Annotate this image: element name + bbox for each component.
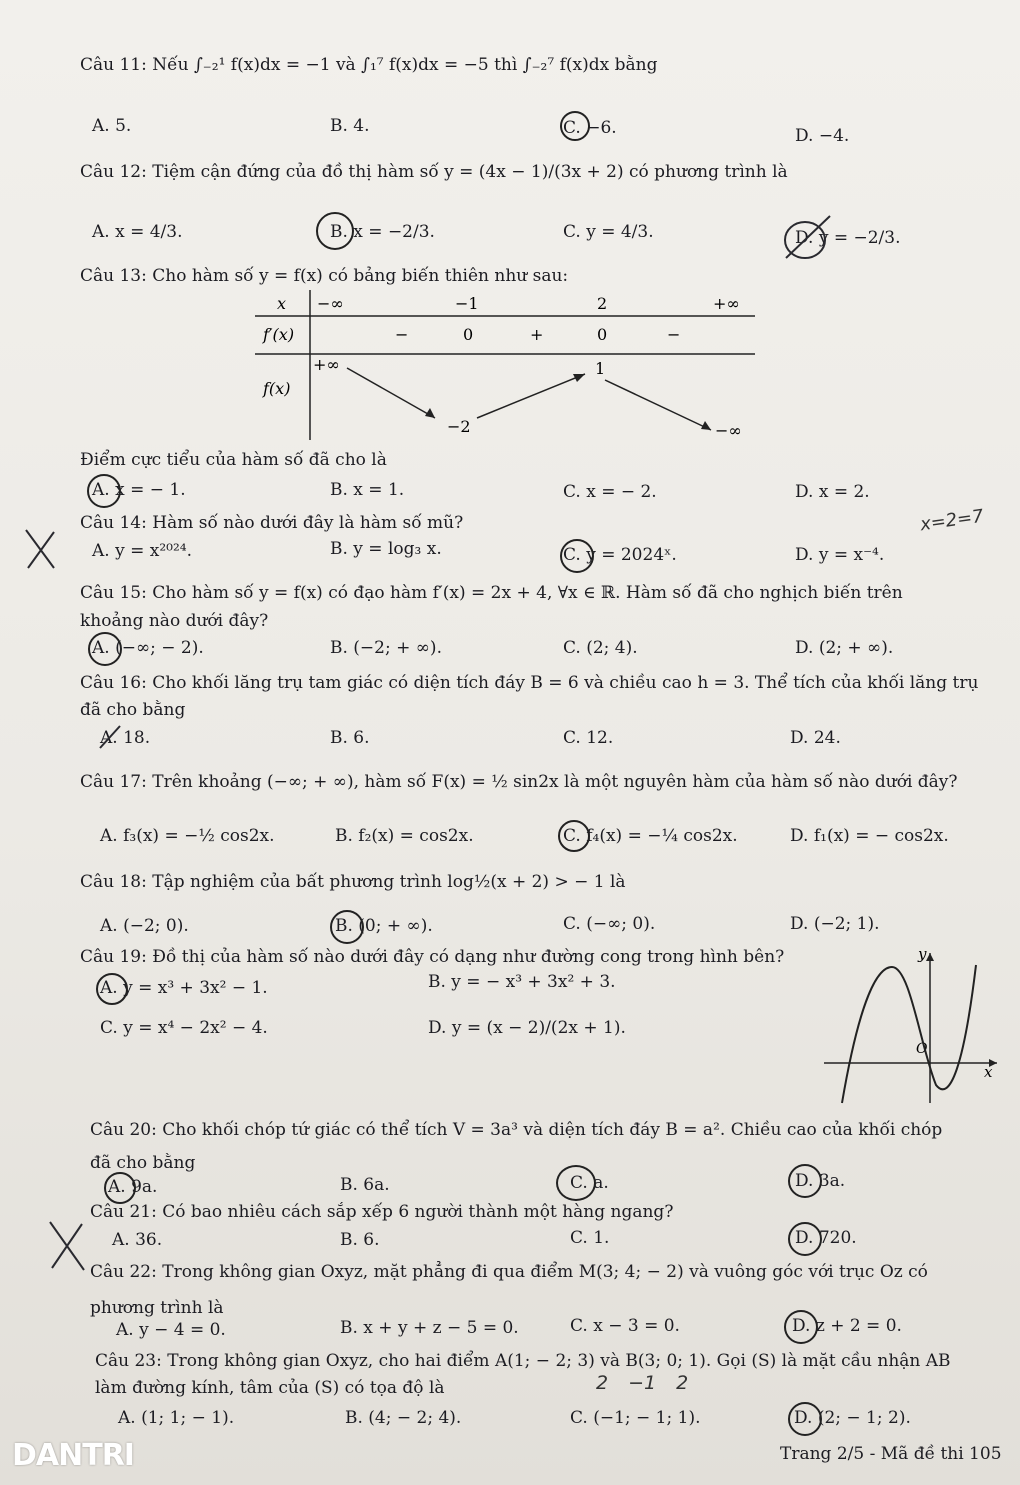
q18-option-b: B. (0; + ∞). bbox=[335, 916, 433, 936]
q14-option-d: D. y = x⁻⁴. bbox=[795, 545, 885, 565]
q19-option-a: A. y = x³ + 3x² − 1. bbox=[100, 978, 268, 998]
table-x-value: −1 bbox=[455, 294, 479, 313]
q12-option-b: B. x = −2/3. bbox=[330, 222, 435, 242]
watermark-logo: DANTRI bbox=[12, 1438, 134, 1473]
question-15-stem: Câu 15: Cho hàm số y = f(x) có đạo hàm f′(x) = 2x + 4, ∀x ∈ ℝ. Hàm số đã cho nghịch biến trên bbox=[80, 583, 903, 603]
q19-option-d: D. y = (x − 2)/(2x + 1). bbox=[428, 1018, 626, 1038]
q15-option-b: B. (−2; + ∞). bbox=[330, 638, 442, 658]
cross-x-mark bbox=[20, 524, 60, 574]
table-sign: − bbox=[667, 325, 681, 344]
table-f-value: 1 bbox=[595, 359, 606, 378]
question-11-stem: Câu 11: Nếu ∫₋₂¹ f(x)dx = −1 và ∫₁⁷ f(x)dx = −5 thì ∫₋₂⁷ f(x)dx bằng bbox=[80, 55, 658, 75]
q11-option-b: B. 4. bbox=[330, 116, 370, 136]
question-22-stem: Câu 22: Trong không gian Oxyz, mặt phẳng đi qua điểm M(3; 4; − 2) và vuông góc với trục Oz có bbox=[90, 1262, 928, 1282]
table-f-value: +∞ bbox=[313, 355, 340, 374]
question-21-stem: Câu 21: Có bao nhiêu cách sắp xếp 6 người thành một hàng ngang? bbox=[90, 1202, 674, 1222]
q21-option-a: A. 36. bbox=[112, 1230, 163, 1250]
q13-option-c: C. x = − 2. bbox=[563, 482, 657, 502]
answer-circle-mark bbox=[96, 973, 128, 1005]
answer-circle-mark bbox=[560, 111, 590, 141]
q11-option-d: D. −4. bbox=[795, 126, 850, 146]
question-22-stem-line2: phương trình là bbox=[90, 1298, 224, 1318]
q22-option-b: B. x + y + z − 5 = 0. bbox=[340, 1318, 519, 1338]
q15-option-d: D. (2; + ∞). bbox=[795, 638, 894, 658]
q18-option-c: C. (−∞; 0). bbox=[563, 914, 656, 934]
question-16-stem: Câu 16: Cho khối lăng trụ tam giác có diện tích đáy B = 6 và chiều cao h = 3. Thể tích của khối lăng trụ bbox=[80, 673, 979, 693]
q19-option-c: C. y = x⁴ − 2x² − 4. bbox=[100, 1018, 268, 1038]
q22-option-d: D. z + 2 = 0. bbox=[792, 1316, 902, 1336]
q16-option-a: A. 18. bbox=[100, 728, 151, 748]
question-20-stem-line2: đã cho bằng bbox=[90, 1153, 196, 1173]
question-19-stem: Câu 19: Đồ thị của hàm số nào dưới đây có dạng như đường cong trong hình bên? bbox=[80, 947, 785, 967]
answer-circle-mark bbox=[558, 820, 590, 852]
q20-option-a: A. 9a. bbox=[108, 1177, 158, 1197]
table-sign: 0 bbox=[597, 325, 608, 344]
q11-option-a: A. 5. bbox=[92, 116, 132, 136]
table-x-value: 2 bbox=[597, 294, 608, 313]
x-axis-label: x bbox=[984, 1063, 993, 1081]
question-23-stem: Câu 23: Trong không gian Oxyz, cho hai điểm A(1; − 2; 3) và B(3; 0; 1). Gọi (S) là mặt cầu nhận AB bbox=[95, 1351, 951, 1371]
question-20-stem: Câu 20: Cho khối chóp tứ giác có thể tích V = 3a³ và diện tích đáy B = a². Chiều cao của khối chóp bbox=[90, 1120, 943, 1140]
q23-option-a: A. (1; 1; − 1). bbox=[118, 1408, 235, 1428]
question-23-stem-line2: làm đường kính, tâm của (S) có tọa độ là bbox=[95, 1378, 445, 1398]
answer-circle-mark bbox=[784, 1310, 818, 1344]
question-17-stem: Câu 17: Trên khoảng (−∞; + ∞), hàm số F(x) = ½ sin2x là một nguyên hàm của hàm số nào dưới đây? bbox=[80, 772, 958, 792]
q19-graph bbox=[812, 945, 1002, 1105]
cross-x-mark bbox=[44, 1216, 90, 1276]
q13-option-b: B. x = 1. bbox=[330, 480, 405, 500]
answer-circle-mark bbox=[88, 632, 122, 666]
answer-circle-mark bbox=[316, 212, 354, 250]
table-x-label: x bbox=[277, 294, 287, 313]
question-18-stem: Câu 18: Tập nghiệm của bất phương trình log½(x + 2) > − 1 là bbox=[80, 872, 626, 892]
answer-circle-mark bbox=[788, 1402, 822, 1436]
handwritten-note: x=2=7 bbox=[918, 505, 985, 536]
question-12-stem: Câu 12: Tiệm cận đứng của đồ thị hàm số y = (4x − 1)/(3x + 2) có phương trình là bbox=[80, 162, 788, 182]
q13-option-a: A. x = − 1. bbox=[92, 480, 186, 500]
answer-circle-mark bbox=[788, 1222, 822, 1256]
q17-option-d: D. f₁(x) = − cos2x. bbox=[790, 826, 949, 846]
q16-option-b: B. 6. bbox=[330, 728, 370, 748]
table-x-value: −∞ bbox=[317, 294, 344, 313]
cross-out-mark bbox=[778, 208, 836, 268]
handwritten-note: 2 −1 2 bbox=[596, 1372, 689, 1394]
q14-option-a: A. y = x²⁰²⁴. bbox=[92, 541, 192, 561]
table-sign: + bbox=[530, 325, 544, 344]
q22-option-a: A. y − 4 = 0. bbox=[116, 1320, 226, 1340]
q17-option-b: B. f₂(x) = cos2x. bbox=[335, 826, 474, 846]
question-15-stem-line2: khoảng nào dưới đây? bbox=[80, 611, 269, 631]
table-sign: − bbox=[395, 325, 409, 344]
q23-option-c: C. (−1; − 1; 1). bbox=[570, 1408, 701, 1428]
question-14-stem: Câu 14: Hàm số nào dưới đây là hàm số mũ? bbox=[80, 513, 464, 533]
q15-option-a: A. (−∞; − 2). bbox=[92, 638, 204, 658]
q12-option-d: D. y = −2/3. bbox=[795, 228, 901, 248]
q11-option-c: C. −6. bbox=[563, 118, 617, 138]
q17-option-a: A. f₃(x) = −½ cos2x. bbox=[100, 826, 275, 846]
q19-option-b: B. y = − x³ + 3x² + 3. bbox=[428, 972, 616, 992]
answer-circle-mark bbox=[556, 1165, 596, 1201]
answer-circle-mark bbox=[788, 1164, 822, 1198]
variation-table bbox=[255, 290, 765, 440]
q20-option-d: D. 3a. bbox=[795, 1171, 846, 1191]
q12-option-a: A. x = 4/3. bbox=[92, 222, 183, 242]
question-16-stem-line2: đã cho bằng bbox=[80, 700, 186, 720]
answer-circle-mark bbox=[104, 1172, 136, 1204]
q22-option-c: C. x − 3 = 0. bbox=[570, 1316, 680, 1336]
q21-option-b: B. 6. bbox=[340, 1230, 380, 1250]
cubic-curve bbox=[842, 965, 976, 1103]
q15-option-c: C. (2; 4). bbox=[563, 638, 638, 658]
question-13-stem: Câu 13: Cho hàm số y = f(x) có bảng biến thiên như sau: bbox=[80, 266, 569, 286]
q16-option-c: C. 12. bbox=[563, 728, 614, 748]
q16-option-d: D. 24. bbox=[790, 728, 841, 748]
table-x-value: +∞ bbox=[713, 294, 740, 313]
table-f-label: f(x) bbox=[263, 379, 291, 398]
table-f-value: −∞ bbox=[715, 421, 742, 440]
q18-option-d: D. (−2; 1). bbox=[790, 914, 880, 934]
answer-circle-mark bbox=[330, 910, 364, 944]
q14-option-b: B. y = log₃ x. bbox=[330, 539, 442, 559]
table-sign: 0 bbox=[463, 325, 474, 344]
origin-label: O bbox=[916, 1041, 928, 1057]
q21-option-c: C. 1. bbox=[570, 1228, 610, 1248]
q23-option-b: B. (4; − 2; 4). bbox=[345, 1408, 462, 1428]
question-13-followup: Điểm cực tiểu của hàm số đã cho là bbox=[80, 450, 387, 470]
page-footer: Trang 2/5 - Mã đề thi 105 bbox=[780, 1444, 1002, 1464]
y-axis-label: y bbox=[918, 945, 927, 963]
q14-option-c: C. y = 2024ˣ. bbox=[563, 545, 677, 565]
table-f-value: −2 bbox=[447, 417, 471, 436]
q17-option-c: C. f₄(x) = −¼ cos2x. bbox=[563, 826, 738, 846]
q20-option-c: C. a. bbox=[570, 1173, 609, 1193]
answer-circle-mark bbox=[87, 474, 121, 508]
answer-slash-mark bbox=[96, 722, 126, 752]
answer-circle-mark bbox=[560, 539, 594, 573]
q21-option-d: D. 720. bbox=[795, 1228, 857, 1248]
q13-option-d: D. x = 2. bbox=[795, 482, 870, 502]
table-fprime-label: f′(x) bbox=[263, 325, 295, 344]
q23-option-d: D. (2; − 1; 2). bbox=[794, 1408, 911, 1428]
q18-option-a: A. (−2; 0). bbox=[100, 916, 189, 936]
q20-option-b: B. 6a. bbox=[340, 1175, 390, 1195]
q12-option-c: C. y = 4/3. bbox=[563, 222, 654, 242]
